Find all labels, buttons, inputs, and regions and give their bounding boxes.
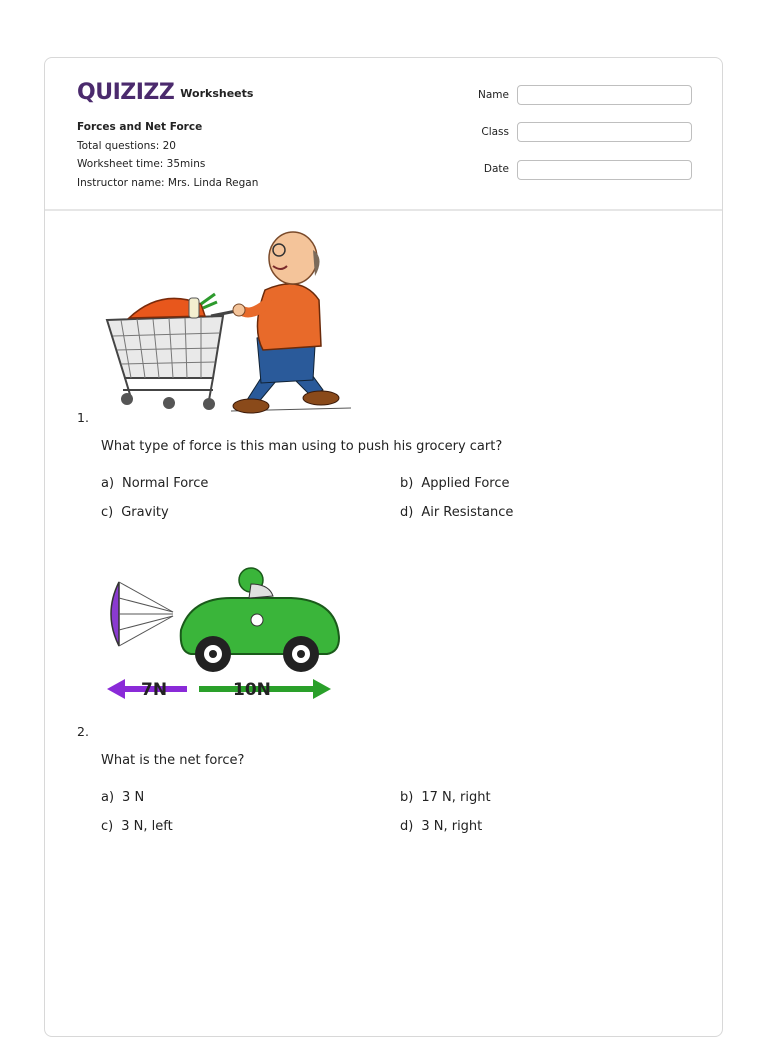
option-letter: d) — [400, 505, 414, 520]
class-label: Class — [481, 126, 509, 138]
date-field[interactable] — [517, 160, 692, 180]
right-force-label: 10N — [233, 680, 271, 700]
option-letter: c) — [101, 819, 114, 834]
question-2-option-d[interactable] — [400, 819, 482, 834]
option-text: Gravity — [121, 505, 169, 520]
option-letter: b) — [400, 790, 414, 805]
question-1-text: What type of force is this man using to push his grocery cart? — [101, 439, 503, 454]
option-text: 3 N, right — [421, 819, 483, 834]
option-letter: c) — [101, 505, 114, 520]
option-text: Applied Force — [421, 476, 510, 491]
question-2-option-b[interactable] — [400, 790, 491, 805]
question-2-number: 2. — [77, 724, 89, 739]
worksheet-header — [45, 58, 722, 211]
logo-subtitle: Worksheets — [180, 87, 254, 100]
question-2-option-c[interactable] — [101, 819, 173, 834]
question-1-option-d[interactable] — [400, 505, 513, 520]
question-1-option-b[interactable] — [400, 476, 510, 491]
date-label: Date — [483, 163, 509, 175]
car-parachute-forces-image — [101, 554, 351, 706]
option-letter: a) — [101, 790, 115, 805]
question-1-number: 1. — [77, 410, 89, 425]
class-field[interactable] — [517, 122, 692, 142]
question-2-text: What is the net force? — [101, 753, 245, 768]
option-letter: a) — [101, 476, 115, 491]
name-label: Name — [478, 89, 509, 101]
total-questions: Total questions: 20 — [77, 139, 176, 152]
option-text: Air Resistance — [421, 505, 514, 520]
quizizz-logo — [77, 80, 253, 105]
worksheet-page — [44, 57, 723, 1037]
instructor-name: Instructor name: Mrs. Linda Regan — [77, 176, 259, 189]
option-letter: b) — [400, 476, 414, 491]
option-text: 17 N, right — [421, 790, 491, 805]
man-pushing-cart-image — [101, 228, 357, 418]
option-text: Normal Force — [122, 476, 209, 491]
question-1-option-c[interactable] — [101, 505, 169, 520]
name-field[interactable] — [517, 85, 692, 105]
question-2-option-a[interactable] — [101, 790, 144, 805]
worksheet-title: Forces and Net Force — [77, 121, 203, 133]
question-1-option-a[interactable] — [101, 476, 208, 491]
worksheet-meta — [77, 118, 258, 192]
logo-wordmark: QUIZIZZ — [77, 80, 175, 105]
left-force-label: 7N — [141, 680, 168, 700]
option-text: 3 N — [122, 790, 145, 805]
option-text: 3 N, left — [121, 819, 173, 834]
option-letter: d) — [400, 819, 414, 834]
worksheet-time: Worksheet time: 35mins — [77, 158, 206, 170]
